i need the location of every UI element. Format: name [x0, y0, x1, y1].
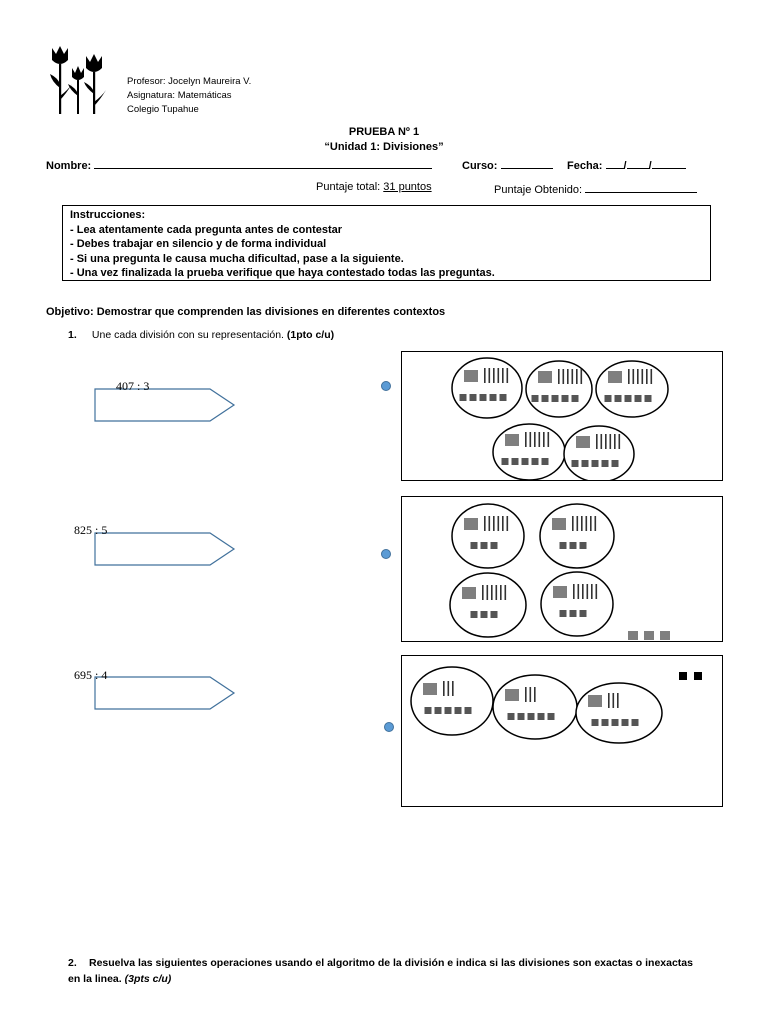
one-cube: [425, 707, 432, 714]
total-score: [316, 181, 432, 193]
ten-rod: [586, 516, 588, 531]
instruction-item: - Si una pregunta le causa mucha dificultad, pase a la siguiente.: [70, 252, 404, 265]
group-circle: [564, 426, 634, 481]
hundred-block: [553, 586, 567, 598]
one-cube: [570, 542, 577, 549]
group-circle: [452, 358, 522, 418]
ten-rod: [539, 432, 541, 447]
remainder-cube: [628, 631, 638, 640]
one-cube: [470, 394, 477, 401]
date-label: Fecha:: [567, 160, 603, 172]
base-ten-group: [493, 675, 577, 739]
ten-rod: [548, 432, 550, 447]
ten-rod: [534, 432, 536, 447]
obtained-score-field[interactable]: [494, 181, 697, 196]
hundred-block: [588, 695, 602, 707]
instructions-box: [62, 205, 711, 281]
tulips-logo-icon: [48, 44, 110, 116]
one-cube: [542, 395, 549, 402]
one-cube: [481, 542, 488, 549]
ten-rod: [491, 585, 493, 600]
total-value: 31 puntos: [383, 181, 432, 193]
name-field[interactable]: [46, 157, 432, 172]
one-cube: [560, 542, 567, 549]
group-circle: [450, 573, 526, 637]
group-circle: [493, 675, 577, 739]
one-cube: [592, 460, 599, 467]
one-cube: [491, 542, 498, 549]
ten-rod: [525, 432, 527, 447]
school-name: Colegio Tupahue: [127, 104, 199, 115]
one-cube: [602, 460, 609, 467]
one-cube: [465, 707, 472, 714]
obtained-label: Puntaje Obtenido:: [494, 184, 583, 196]
base-ten-group: [564, 426, 634, 481]
base-ten-group: [596, 361, 668, 417]
base-ten-group: [540, 504, 614, 568]
ten-rod: [496, 585, 498, 600]
one-cube: [582, 460, 589, 467]
ten-rod: [582, 584, 584, 599]
ten-rod: [578, 584, 580, 599]
one-cube: [625, 395, 632, 402]
one-cube: [622, 719, 629, 726]
ten-rod: [558, 369, 560, 384]
group-circle: [452, 504, 524, 568]
base-ten-group: [541, 572, 613, 636]
ten-rod: [608, 693, 610, 708]
remainder-cube: [694, 672, 702, 680]
one-cube: [502, 458, 509, 465]
one-cube: [435, 707, 442, 714]
ten-rod: [484, 368, 486, 383]
name-label: Nombre:: [46, 160, 92, 172]
question-2-text: Resuelva las siguientes operaciones usando el algoritmo de la división e indica si las divisiones son exactas o inexactas en la linea.: [68, 957, 693, 985]
instructions-heading: Instrucciones:: [70, 209, 146, 221]
hundred-block: [576, 436, 590, 448]
ten-rod: [572, 516, 574, 531]
one-cube: [491, 611, 498, 618]
test-title: PRUEBA Nº 1: [348, 126, 420, 138]
one-cube: [552, 395, 559, 402]
question-2: [68, 955, 708, 987]
ten-rod: [534, 687, 536, 702]
base-ten-group: [526, 361, 592, 417]
one-cube: [455, 707, 462, 714]
hundred-block: [552, 518, 566, 530]
ten-rod: [605, 434, 607, 449]
ten-rod: [484, 516, 486, 531]
ten-rod: [543, 432, 545, 447]
ten-rod: [487, 585, 489, 600]
ten-rod: [443, 681, 445, 696]
ten-rod: [482, 585, 484, 600]
header-info: [127, 75, 251, 117]
ten-rod: [452, 681, 454, 696]
hundred-block: [423, 683, 437, 695]
hundred-block: [464, 518, 478, 530]
representation-panel-3: [401, 655, 723, 807]
one-cube: [562, 395, 569, 402]
connector-dot-icon[interactable]: [381, 381, 391, 391]
one-cube: [635, 395, 642, 402]
teacher-name: Profesor: Jocelyn Maureira V.: [127, 76, 252, 87]
one-cube: [480, 394, 487, 401]
ten-rod: [610, 434, 612, 449]
remainder-cube: [644, 631, 654, 640]
ten-rod: [596, 584, 598, 599]
representation-panel-1: [401, 351, 723, 481]
instruction-item: - Una vez finalizada la prueba verifique que haya contestado todas las preguntas.: [70, 267, 495, 280]
ten-rod: [577, 516, 579, 531]
hundred-block: [505, 689, 519, 701]
one-cube: [542, 458, 549, 465]
division-label-2: 825 : 5: [74, 523, 108, 537]
one-cube: [460, 394, 467, 401]
base-ten-group: [452, 504, 524, 568]
ten-rod: [614, 434, 616, 449]
connector-dot-icon[interactable]: [384, 722, 394, 732]
one-cube: [518, 713, 525, 720]
one-cube: [500, 394, 507, 401]
one-cube: [532, 458, 539, 465]
ten-rod: [507, 516, 509, 531]
ten-rod: [646, 369, 648, 384]
ten-rod: [591, 584, 593, 599]
one-cube: [632, 719, 639, 726]
ten-rod: [502, 516, 504, 531]
ten-rod: [581, 369, 583, 384]
ten-rod: [596, 434, 598, 449]
instruction-item: - Lea atentamente cada pregunta antes de contestar: [70, 223, 343, 236]
one-cube: [592, 719, 599, 726]
one-cube: [522, 458, 529, 465]
ten-rod: [502, 368, 504, 383]
one-cube: [612, 460, 619, 467]
one-cube: [560, 610, 567, 617]
ten-rod: [507, 368, 509, 383]
base-ten-group: [493, 424, 565, 480]
hundred-block: [464, 370, 478, 382]
ten-rod: [587, 584, 589, 599]
one-cube: [445, 707, 452, 714]
remainder-cube: [679, 672, 687, 680]
one-cube: [580, 610, 587, 617]
division-label-1: 407 : 3: [116, 379, 150, 393]
one-cube: [570, 610, 577, 617]
one-cube: [512, 458, 519, 465]
total-label: Puntaje total:: [316, 181, 381, 193]
hundred-block: [462, 587, 476, 599]
date-field[interactable]: Fecha: / /: [567, 157, 686, 172]
group-circle: [541, 572, 613, 636]
one-cube: [508, 713, 515, 720]
remainder-cube: [660, 631, 670, 640]
ten-rod: [525, 687, 527, 702]
one-cube: [615, 395, 622, 402]
course-label: Curso:: [462, 160, 498, 172]
ten-rod: [567, 369, 569, 384]
group-circle: [493, 424, 565, 480]
ten-rod: [530, 687, 532, 702]
ten-rod: [489, 368, 491, 383]
ten-rod: [590, 516, 592, 531]
ten-rod: [498, 516, 500, 531]
hundred-block: [505, 434, 519, 446]
base-ten-group: [452, 358, 522, 418]
question-1-points: (1pto c/u): [286, 329, 335, 341]
base-ten-group: [411, 667, 493, 735]
group-circle: [596, 361, 668, 417]
base-ten-group: [450, 573, 526, 637]
one-cube: [490, 394, 497, 401]
group-circle: [576, 683, 662, 743]
ten-rod: [530, 432, 532, 447]
question-1-number: 1.: [68, 329, 77, 341]
one-cube: [471, 542, 478, 549]
ten-rod: [493, 516, 495, 531]
one-cube: [580, 542, 587, 549]
one-cube: [532, 395, 539, 402]
question-1-text: Une cada división con su representación.: [91, 329, 284, 341]
ten-rod: [613, 693, 615, 708]
one-cube: [528, 713, 535, 720]
question-2-points: (3pts c/u): [124, 973, 172, 985]
connector-dot-icon[interactable]: [381, 549, 391, 559]
instruction-item: - Debes trabajar en silencio y de forma individual: [70, 238, 327, 251]
ten-rod: [489, 516, 491, 531]
course-field[interactable]: [462, 157, 553, 172]
ten-rod: [500, 585, 502, 600]
division-arrow-2[interactable]: [94, 532, 236, 566]
question-2-number: 2.: [68, 957, 77, 969]
ten-rod: [563, 369, 565, 384]
ten-rod: [448, 681, 450, 696]
ten-rod: [619, 434, 621, 449]
one-cube: [572, 460, 579, 467]
ten-rod: [493, 368, 495, 383]
ten-rod: [572, 369, 574, 384]
ten-rod: [505, 585, 507, 600]
ten-rod: [642, 369, 644, 384]
hundred-block: [538, 371, 552, 383]
objective: Objetivo: Demostrar que comprenden las divisiones en diferentes contextos: [46, 306, 446, 318]
one-cube: [471, 611, 478, 618]
one-cube: [548, 713, 555, 720]
ten-rod: [601, 434, 603, 449]
ten-rod: [633, 369, 635, 384]
hundred-block: [608, 371, 622, 383]
one-cube: [612, 719, 619, 726]
division-arrow-3[interactable]: [94, 676, 236, 710]
question-1: [68, 329, 334, 341]
ten-rod: [651, 369, 653, 384]
representation-panel-2: [401, 496, 723, 642]
one-cube: [602, 719, 609, 726]
ten-rod: [637, 369, 639, 384]
ten-rod: [628, 369, 630, 384]
one-cube: [645, 395, 652, 402]
one-cube: [605, 395, 612, 402]
ten-rod: [498, 368, 500, 383]
one-cube: [572, 395, 579, 402]
ten-rod: [576, 369, 578, 384]
subject-name: Asignatura: Matemáticas: [127, 90, 232, 101]
ten-rod: [617, 693, 619, 708]
ten-rod: [573, 584, 575, 599]
test-unit: “Unidad 1: Divisiones”: [324, 141, 444, 153]
base-ten-group: [576, 683, 662, 743]
ten-rod: [581, 516, 583, 531]
group-circle: [411, 667, 493, 735]
group-circle: [540, 504, 614, 568]
ten-rod: [595, 516, 597, 531]
one-cube: [538, 713, 545, 720]
one-cube: [481, 611, 488, 618]
division-label-3: 695 : 4: [74, 668, 108, 682]
